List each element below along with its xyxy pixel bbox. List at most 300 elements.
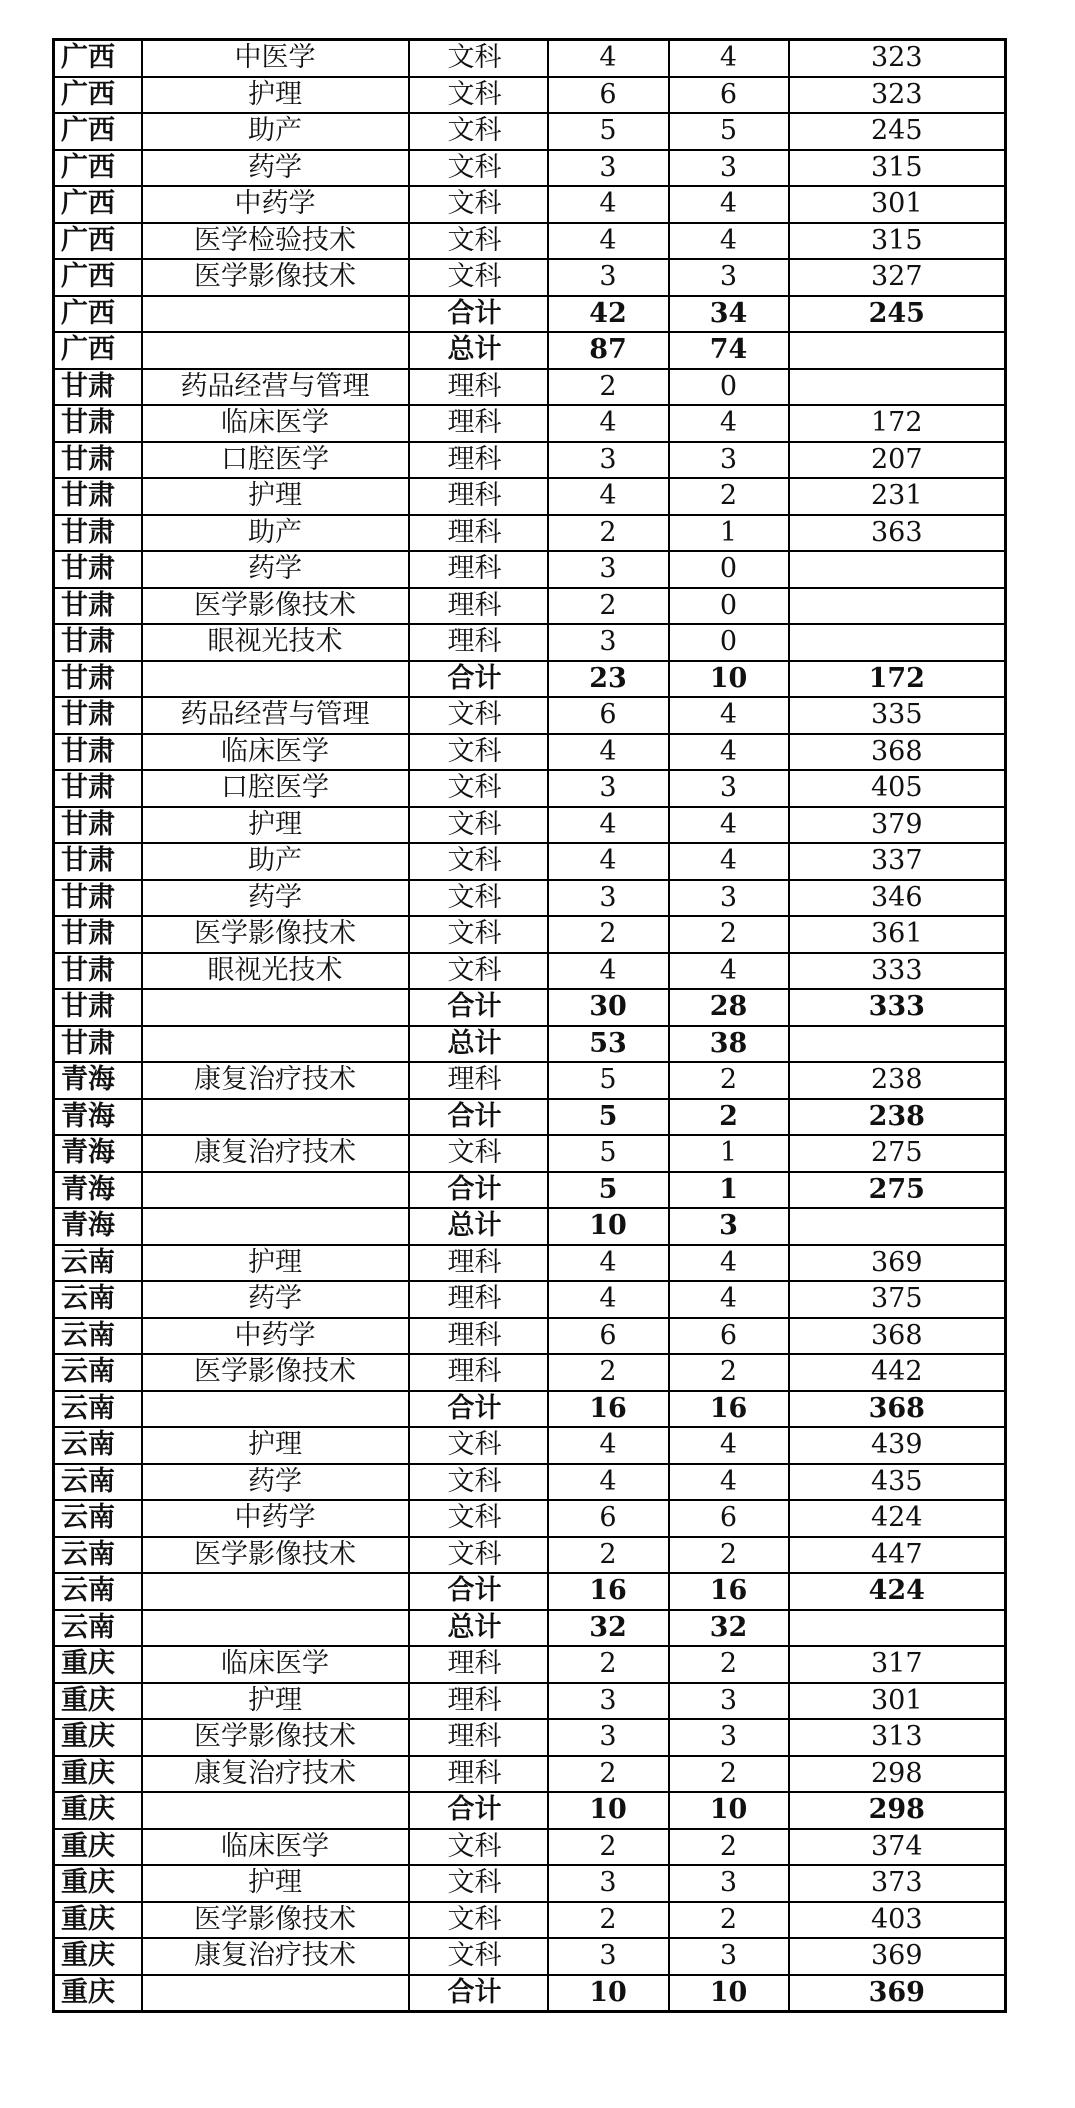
plan-count-cell: 5 [548, 113, 669, 150]
category-cell: 理科 [409, 1281, 548, 1318]
province-cell: 重庆 [54, 1646, 142, 1683]
min-score-cell: 301 [789, 186, 1006, 223]
min-score-cell: 298 [789, 1756, 1006, 1793]
province-cell: 重庆 [54, 1683, 142, 1720]
province-cell: 甘肃 [54, 369, 142, 406]
category-cell: 总计 [409, 1208, 548, 1245]
major-cell: 康复治疗技术 [142, 1135, 409, 1172]
major-cell: 护理 [142, 1245, 409, 1282]
major-cell [142, 1026, 409, 1063]
min-score-cell: 403 [789, 1902, 1006, 1939]
admitted-count-cell: 0 [669, 369, 789, 406]
plan-count-cell: 4 [548, 953, 669, 990]
min-score-cell: 245 [789, 296, 1006, 333]
province-cell: 甘肃 [54, 551, 142, 588]
province-cell: 甘肃 [54, 588, 142, 625]
min-score-cell: 315 [789, 150, 1006, 187]
major-cell: 眼视光技术 [142, 953, 409, 990]
major-cell: 助产 [142, 515, 409, 552]
admission-table [52, 38, 1007, 2013]
major-cell: 口腔医学 [142, 770, 409, 807]
table-row [54, 1646, 1006, 1683]
major-cell: 中药学 [142, 186, 409, 223]
table-row [54, 1099, 1006, 1136]
admitted-count-cell: 1 [669, 1172, 789, 1209]
table-row [54, 442, 1006, 479]
province-cell: 青海 [54, 1172, 142, 1209]
table-row [54, 843, 1006, 880]
category-cell: 文科 [409, 1427, 548, 1464]
plan-count-cell: 10 [548, 1792, 669, 1829]
min-score-cell: 245 [789, 113, 1006, 150]
min-score-cell [789, 1026, 1006, 1063]
min-score-cell: 333 [789, 953, 1006, 990]
major-cell: 护理 [142, 478, 409, 515]
province-cell: 广西 [54, 223, 142, 260]
plan-count-cell: 3 [548, 770, 669, 807]
min-score-cell [789, 551, 1006, 588]
province-cell: 甘肃 [54, 661, 142, 698]
province-cell: 广西 [54, 296, 142, 333]
province-cell: 云南 [54, 1281, 142, 1318]
plan-count-cell: 6 [548, 1318, 669, 1355]
min-score-cell: 337 [789, 843, 1006, 880]
table-row [54, 588, 1006, 625]
category-cell: 理科 [409, 1756, 548, 1793]
min-score-cell: 298 [789, 1792, 1006, 1829]
major-cell: 医学影像技术 [142, 1719, 409, 1756]
category-cell: 理科 [409, 1719, 548, 1756]
province-cell: 青海 [54, 1135, 142, 1172]
admitted-count-cell: 3 [669, 1719, 789, 1756]
province-cell: 甘肃 [54, 478, 142, 515]
min-score-cell: 369 [789, 1975, 1006, 2012]
table-row [54, 1865, 1006, 1902]
plan-count-cell: 42 [548, 296, 669, 333]
admitted-count-cell: 4 [669, 807, 789, 844]
table-row [54, 551, 1006, 588]
major-cell: 中药学 [142, 1500, 409, 1537]
category-cell: 理科 [409, 588, 548, 625]
admitted-count-cell: 1 [669, 515, 789, 552]
category-cell: 理科 [409, 478, 548, 515]
table-row [54, 916, 1006, 953]
table-body [54, 40, 1006, 2012]
admitted-count-cell: 38 [669, 1026, 789, 1063]
category-cell: 文科 [409, 770, 548, 807]
plan-count-cell: 3 [548, 150, 669, 187]
admitted-count-cell: 6 [669, 77, 789, 114]
category-cell: 文科 [409, 259, 548, 296]
admitted-count-cell: 3 [669, 150, 789, 187]
min-score-cell: 447 [789, 1537, 1006, 1574]
min-score-cell: 368 [789, 1318, 1006, 1355]
admitted-count-cell: 4 [669, 186, 789, 223]
major-cell: 药学 [142, 150, 409, 187]
admitted-count-cell: 3 [669, 1683, 789, 1720]
admitted-count-cell: 10 [669, 1792, 789, 1829]
min-score-cell: 231 [789, 478, 1006, 515]
min-score-cell: 238 [789, 1099, 1006, 1136]
province-cell: 甘肃 [54, 442, 142, 479]
table-row [54, 40, 1006, 77]
major-cell: 医学影像技术 [142, 1902, 409, 1939]
category-cell: 总计 [409, 332, 548, 369]
major-cell: 护理 [142, 807, 409, 844]
plan-count-cell: 16 [548, 1391, 669, 1428]
plan-count-cell: 4 [548, 223, 669, 260]
plan-count-cell: 53 [548, 1026, 669, 1063]
province-cell: 甘肃 [54, 624, 142, 661]
category-cell: 文科 [409, 113, 548, 150]
min-score-cell [789, 1208, 1006, 1245]
major-cell: 中医学 [142, 40, 409, 77]
min-score-cell: 361 [789, 916, 1006, 953]
major-cell: 医学影像技术 [142, 916, 409, 953]
min-score-cell: 172 [789, 661, 1006, 698]
province-cell: 广西 [54, 332, 142, 369]
category-cell: 理科 [409, 1683, 548, 1720]
category-cell: 文科 [409, 77, 548, 114]
province-cell: 重庆 [54, 1756, 142, 1793]
province-cell: 云南 [54, 1573, 142, 1610]
major-cell [142, 1391, 409, 1428]
plan-count-cell: 4 [548, 40, 669, 77]
province-cell: 云南 [54, 1610, 142, 1647]
plan-count-cell: 4 [548, 478, 669, 515]
table-row [54, 1573, 1006, 1610]
major-cell [142, 1792, 409, 1829]
min-score-cell [789, 588, 1006, 625]
table-row [54, 989, 1006, 1026]
admitted-count-cell: 4 [669, 953, 789, 990]
plan-count-cell: 5 [548, 1135, 669, 1172]
admitted-count-cell: 4 [669, 843, 789, 880]
admitted-count-cell: 28 [669, 989, 789, 1026]
admitted-count-cell: 2 [669, 1099, 789, 1136]
table-row [54, 807, 1006, 844]
major-cell [142, 332, 409, 369]
admitted-count-cell: 2 [669, 1646, 789, 1683]
admitted-count-cell: 3 [669, 1208, 789, 1245]
category-cell: 理科 [409, 1646, 548, 1683]
major-cell: 护理 [142, 1865, 409, 1902]
admitted-count-cell: 2 [669, 1062, 789, 1099]
table-row [54, 1135, 1006, 1172]
table-row [54, 1281, 1006, 1318]
category-cell: 文科 [409, 1135, 548, 1172]
category-cell: 合计 [409, 296, 548, 333]
category-cell: 文科 [409, 1938, 548, 1975]
plan-count-cell: 2 [548, 588, 669, 625]
min-score-cell: 363 [789, 515, 1006, 552]
admitted-count-cell: 3 [669, 770, 789, 807]
min-score-cell: 379 [789, 807, 1006, 844]
admitted-count-cell: 2 [669, 1829, 789, 1866]
admitted-count-cell: 0 [669, 588, 789, 625]
province-cell: 甘肃 [54, 880, 142, 917]
province-cell: 甘肃 [54, 515, 142, 552]
min-score-cell: 373 [789, 1865, 1006, 1902]
province-cell: 云南 [54, 1427, 142, 1464]
province-cell: 广西 [54, 77, 142, 114]
major-cell: 助产 [142, 113, 409, 150]
plan-count-cell: 2 [548, 369, 669, 406]
province-cell: 广西 [54, 40, 142, 77]
province-cell: 甘肃 [54, 916, 142, 953]
major-cell [142, 1573, 409, 1610]
category-cell: 理科 [409, 1318, 548, 1355]
major-cell: 医学影像技术 [142, 1354, 409, 1391]
province-cell: 广西 [54, 150, 142, 187]
table-row [54, 1610, 1006, 1647]
admitted-count-cell: 2 [669, 1354, 789, 1391]
plan-count-cell: 10 [548, 1975, 669, 2012]
plan-count-cell: 10 [548, 1208, 669, 1245]
table-row [54, 1354, 1006, 1391]
plan-count-cell: 3 [548, 880, 669, 917]
min-score-cell: 172 [789, 405, 1006, 442]
table-row [54, 1537, 1006, 1574]
plan-count-cell: 2 [548, 1756, 669, 1793]
province-cell: 广西 [54, 186, 142, 223]
min-score-cell: 424 [789, 1500, 1006, 1537]
major-cell: 药学 [142, 1464, 409, 1501]
plan-count-cell: 6 [548, 77, 669, 114]
table-row [54, 770, 1006, 807]
table-row [54, 223, 1006, 260]
category-cell: 文科 [409, 40, 548, 77]
province-cell: 青海 [54, 1062, 142, 1099]
admitted-count-cell: 3 [669, 880, 789, 917]
major-cell [142, 1975, 409, 2012]
major-cell [142, 1172, 409, 1209]
min-score-cell: 435 [789, 1464, 1006, 1501]
major-cell: 医学影像技术 [142, 259, 409, 296]
admitted-count-cell: 5 [669, 113, 789, 150]
category-cell: 文科 [409, 150, 548, 187]
province-cell: 甘肃 [54, 1026, 142, 1063]
category-cell: 文科 [409, 734, 548, 771]
category-cell: 文科 [409, 843, 548, 880]
plan-count-cell: 16 [548, 1573, 669, 1610]
table-row [54, 1427, 1006, 1464]
category-cell: 文科 [409, 1464, 548, 1501]
province-cell: 云南 [54, 1354, 142, 1391]
province-cell: 甘肃 [54, 697, 142, 734]
min-score-cell: 369 [789, 1938, 1006, 1975]
major-cell: 临床医学 [142, 405, 409, 442]
category-cell: 文科 [409, 807, 548, 844]
major-cell [142, 1099, 409, 1136]
table-row [54, 1172, 1006, 1209]
province-cell: 甘肃 [54, 953, 142, 990]
province-cell: 广西 [54, 113, 142, 150]
table-row [54, 1683, 1006, 1720]
min-score-cell [789, 1610, 1006, 1647]
admitted-count-cell: 4 [669, 1245, 789, 1282]
plan-count-cell: 3 [548, 1683, 669, 1720]
admitted-count-cell: 3 [669, 1865, 789, 1902]
table-row [54, 1719, 1006, 1756]
admitted-count-cell: 4 [669, 1464, 789, 1501]
major-cell [142, 989, 409, 1026]
admitted-count-cell: 32 [669, 1610, 789, 1647]
min-score-cell: 327 [789, 259, 1006, 296]
plan-count-cell: 2 [548, 515, 669, 552]
min-score-cell: 275 [789, 1172, 1006, 1209]
table-row [54, 1756, 1006, 1793]
table-row [54, 1208, 1006, 1245]
plan-count-cell: 23 [548, 661, 669, 698]
min-score-cell: 346 [789, 880, 1006, 917]
major-cell: 护理 [142, 77, 409, 114]
province-cell: 甘肃 [54, 807, 142, 844]
min-score-cell [789, 332, 1006, 369]
min-score-cell: 238 [789, 1062, 1006, 1099]
table-row [54, 515, 1006, 552]
category-cell: 理科 [409, 515, 548, 552]
category-cell: 文科 [409, 1865, 548, 1902]
province-cell: 甘肃 [54, 405, 142, 442]
table-row [54, 405, 1006, 442]
table-row [54, 953, 1006, 990]
category-cell: 理科 [409, 1245, 548, 1282]
category-cell: 理科 [409, 1062, 548, 1099]
province-cell: 云南 [54, 1464, 142, 1501]
admitted-count-cell: 6 [669, 1318, 789, 1355]
category-cell: 合计 [409, 1573, 548, 1610]
min-score-cell: 301 [789, 1683, 1006, 1720]
category-cell: 理科 [409, 551, 548, 588]
table-row [54, 661, 1006, 698]
major-cell: 医学影像技术 [142, 1537, 409, 1574]
min-score-cell: 439 [789, 1427, 1006, 1464]
province-cell: 重庆 [54, 1829, 142, 1866]
min-score-cell: 335 [789, 697, 1006, 734]
major-cell: 药品经营与管理 [142, 697, 409, 734]
table-row [54, 369, 1006, 406]
min-score-cell: 207 [789, 442, 1006, 479]
province-cell: 重庆 [54, 1902, 142, 1939]
admitted-count-cell: 2 [669, 1537, 789, 1574]
plan-count-cell: 2 [548, 1829, 669, 1866]
plan-count-cell: 4 [548, 1464, 669, 1501]
category-cell: 文科 [409, 186, 548, 223]
plan-count-cell: 3 [548, 1938, 669, 1975]
table-row [54, 186, 1006, 223]
table-row [54, 77, 1006, 114]
province-cell: 甘肃 [54, 734, 142, 771]
plan-count-cell: 3 [548, 624, 669, 661]
major-cell: 药学 [142, 1281, 409, 1318]
admitted-count-cell: 4 [669, 40, 789, 77]
category-cell: 文科 [409, 223, 548, 260]
min-score-cell: 375 [789, 1281, 1006, 1318]
min-score-cell [789, 369, 1006, 406]
major-cell: 药品经营与管理 [142, 369, 409, 406]
admitted-count-cell: 10 [669, 661, 789, 698]
table-row [54, 1245, 1006, 1282]
category-cell: 理科 [409, 405, 548, 442]
min-score-cell: 405 [789, 770, 1006, 807]
admitted-count-cell: 74 [669, 332, 789, 369]
province-cell: 云南 [54, 1245, 142, 1282]
major-cell [142, 661, 409, 698]
category-cell: 合计 [409, 1792, 548, 1829]
category-cell: 合计 [409, 661, 548, 698]
table-row [54, 1938, 1006, 1975]
province-cell: 云南 [54, 1537, 142, 1574]
category-cell: 合计 [409, 1975, 548, 2012]
plan-count-cell: 30 [548, 989, 669, 1026]
table-row [54, 1975, 1006, 2012]
table-row [54, 624, 1006, 661]
table-row [54, 1318, 1006, 1355]
plan-count-cell: 87 [548, 332, 669, 369]
admitted-count-cell: 2 [669, 1902, 789, 1939]
plan-count-cell: 2 [548, 1537, 669, 1574]
table-row [54, 113, 1006, 150]
category-cell: 理科 [409, 624, 548, 661]
category-cell: 文科 [409, 1902, 548, 1939]
category-cell: 文科 [409, 1829, 548, 1866]
province-cell: 广西 [54, 259, 142, 296]
plan-count-cell: 4 [548, 186, 669, 223]
min-score-cell: 317 [789, 1646, 1006, 1683]
plan-count-cell: 6 [548, 697, 669, 734]
major-cell [142, 1610, 409, 1647]
major-cell: 助产 [142, 843, 409, 880]
major-cell: 临床医学 [142, 734, 409, 771]
min-score-cell: 315 [789, 223, 1006, 260]
table-row [54, 1391, 1006, 1428]
category-cell: 文科 [409, 880, 548, 917]
admitted-count-cell: 0 [669, 624, 789, 661]
plan-count-cell: 3 [548, 551, 669, 588]
plan-count-cell: 5 [548, 1062, 669, 1099]
min-score-cell: 424 [789, 1573, 1006, 1610]
province-cell: 重庆 [54, 1938, 142, 1975]
plan-count-cell: 4 [548, 1427, 669, 1464]
table-row [54, 734, 1006, 771]
plan-count-cell: 6 [548, 1500, 669, 1537]
admitted-count-cell: 6 [669, 1500, 789, 1537]
min-score-cell: 369 [789, 1245, 1006, 1282]
table-row [54, 880, 1006, 917]
table-row [54, 1500, 1006, 1537]
min-score-cell: 323 [789, 77, 1006, 114]
category-cell: 文科 [409, 953, 548, 990]
table-row [54, 1902, 1006, 1939]
plan-count-cell: 5 [548, 1172, 669, 1209]
admitted-count-cell: 10 [669, 1975, 789, 2012]
province-cell: 甘肃 [54, 770, 142, 807]
category-cell: 理科 [409, 369, 548, 406]
table-row [54, 697, 1006, 734]
min-score-cell: 333 [789, 989, 1006, 1026]
plan-count-cell: 3 [548, 1719, 669, 1756]
major-cell: 护理 [142, 1427, 409, 1464]
category-cell: 理科 [409, 442, 548, 479]
admitted-count-cell: 4 [669, 1427, 789, 1464]
category-cell: 合计 [409, 1391, 548, 1428]
major-cell: 医学影像技术 [142, 588, 409, 625]
admitted-count-cell: 0 [669, 551, 789, 588]
admitted-count-cell: 16 [669, 1573, 789, 1610]
major-cell: 康复治疗技术 [142, 1062, 409, 1099]
plan-count-cell: 2 [548, 916, 669, 953]
